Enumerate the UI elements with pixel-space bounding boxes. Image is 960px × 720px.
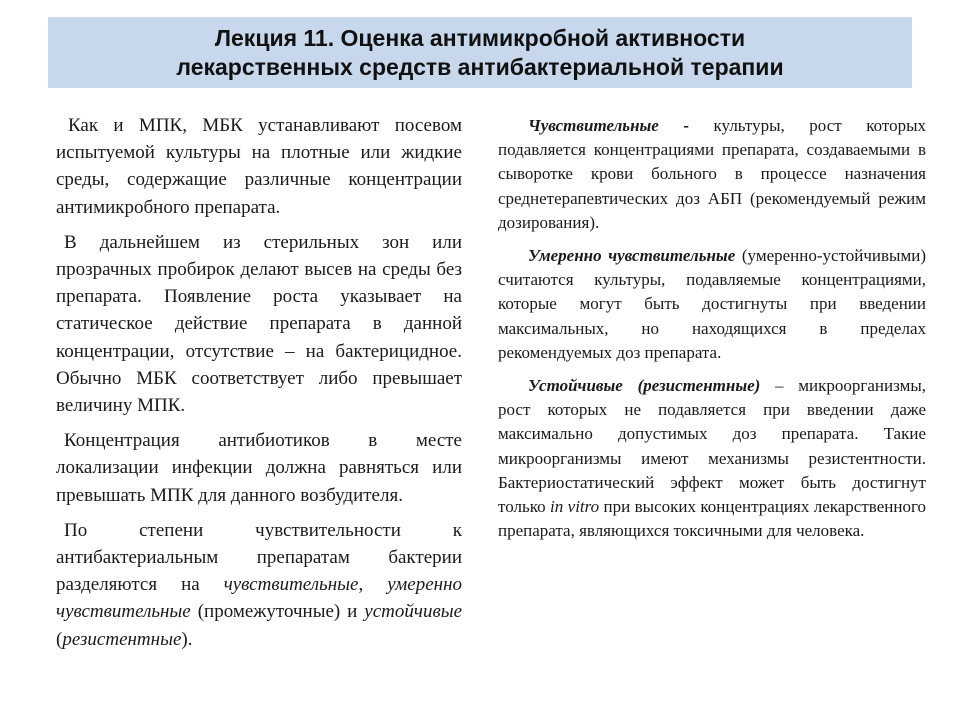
definition-moderately-sensitive xyxy=(498,244,926,365)
left-column xyxy=(56,112,462,661)
definition-text: – микроорганизмы, рост которых не подавляется при введении даже максимально допустимых доз препарата. Такие микроорганизмы имеют механизмы резистентности. Бактериостатический эффект может быть достигнут только xyxy=(498,376,926,517)
text-run: ). xyxy=(181,628,193,650)
paragraph-sensitivity-categories xyxy=(56,517,462,653)
slide-title-line-2: лекарственных средств антибактериальной терапии xyxy=(176,53,784,80)
definition-sensitive xyxy=(498,114,926,235)
definition-term: Устойчивые (резистентные) xyxy=(528,376,761,396)
in-vitro-term: in vitro xyxy=(550,497,600,517)
paragraph-infection-concentration: Концентрация антибиотиков в месте локализации инфекции должна равняться или превышать МПК для данного возбудителя. xyxy=(56,430,462,506)
text-run: ( xyxy=(56,628,63,650)
definition-text: при высоких концентрациях лекарственного препарата, являющихся токсичными для человека. xyxy=(498,497,927,541)
paragraph-mbk-method: Как и МПК, МБК устанавливают посевом испытуемой культуры на плотные или жидкие среды, содержащие различные концентрации антимикробного препарата. xyxy=(56,115,462,218)
definition-text: культуры, рост которых подавляется концентрациями препарата, создаваемыми в сыворотке крови больного в процессе назначения среднетерапевтических доз АБП (рекомендуемый режим дозирования). xyxy=(498,116,927,232)
paragraph-subculture: В дальнейшем из стерильных зон или прозрачных пробирок делают высев на среды без препарата. Появление роста указывает на статическое действие препарата в данной концентрации, отсутствие – на бактерицидное. Обычно МБК соответствует либо превышает величину МПК. xyxy=(56,231,462,417)
term-resistant: устойчивые xyxy=(364,601,462,623)
text-run: (промежуточные) и xyxy=(190,601,365,623)
slide-title-banner xyxy=(48,17,912,88)
text-run: По степени чувствительности к антибактериальным препаратам бактерии разделяются на xyxy=(56,519,462,596)
definition-term: Умеренно чувствительные xyxy=(528,246,736,266)
term-sensitive: чувствительные xyxy=(223,574,359,596)
definition-resistant xyxy=(498,374,926,543)
definition-text: (умеренно-устойчивыми) считаются культуры, подавляемые концентрациями, которые могут быть достигнуты при введении максимальных, но находящихся в пределах рекомендуемых доз препарата. xyxy=(498,246,926,362)
term-moderately-sensitive: умеренно чувствительные xyxy=(56,574,463,623)
definition-term: Чувствительные - xyxy=(528,116,690,135)
text-run: , xyxy=(358,574,388,596)
right-column xyxy=(498,114,926,552)
slide-title-line-1: Лекция 11. Оценка антимикробной активности xyxy=(214,24,746,51)
term-resistant-alt: резистентные xyxy=(62,628,182,650)
